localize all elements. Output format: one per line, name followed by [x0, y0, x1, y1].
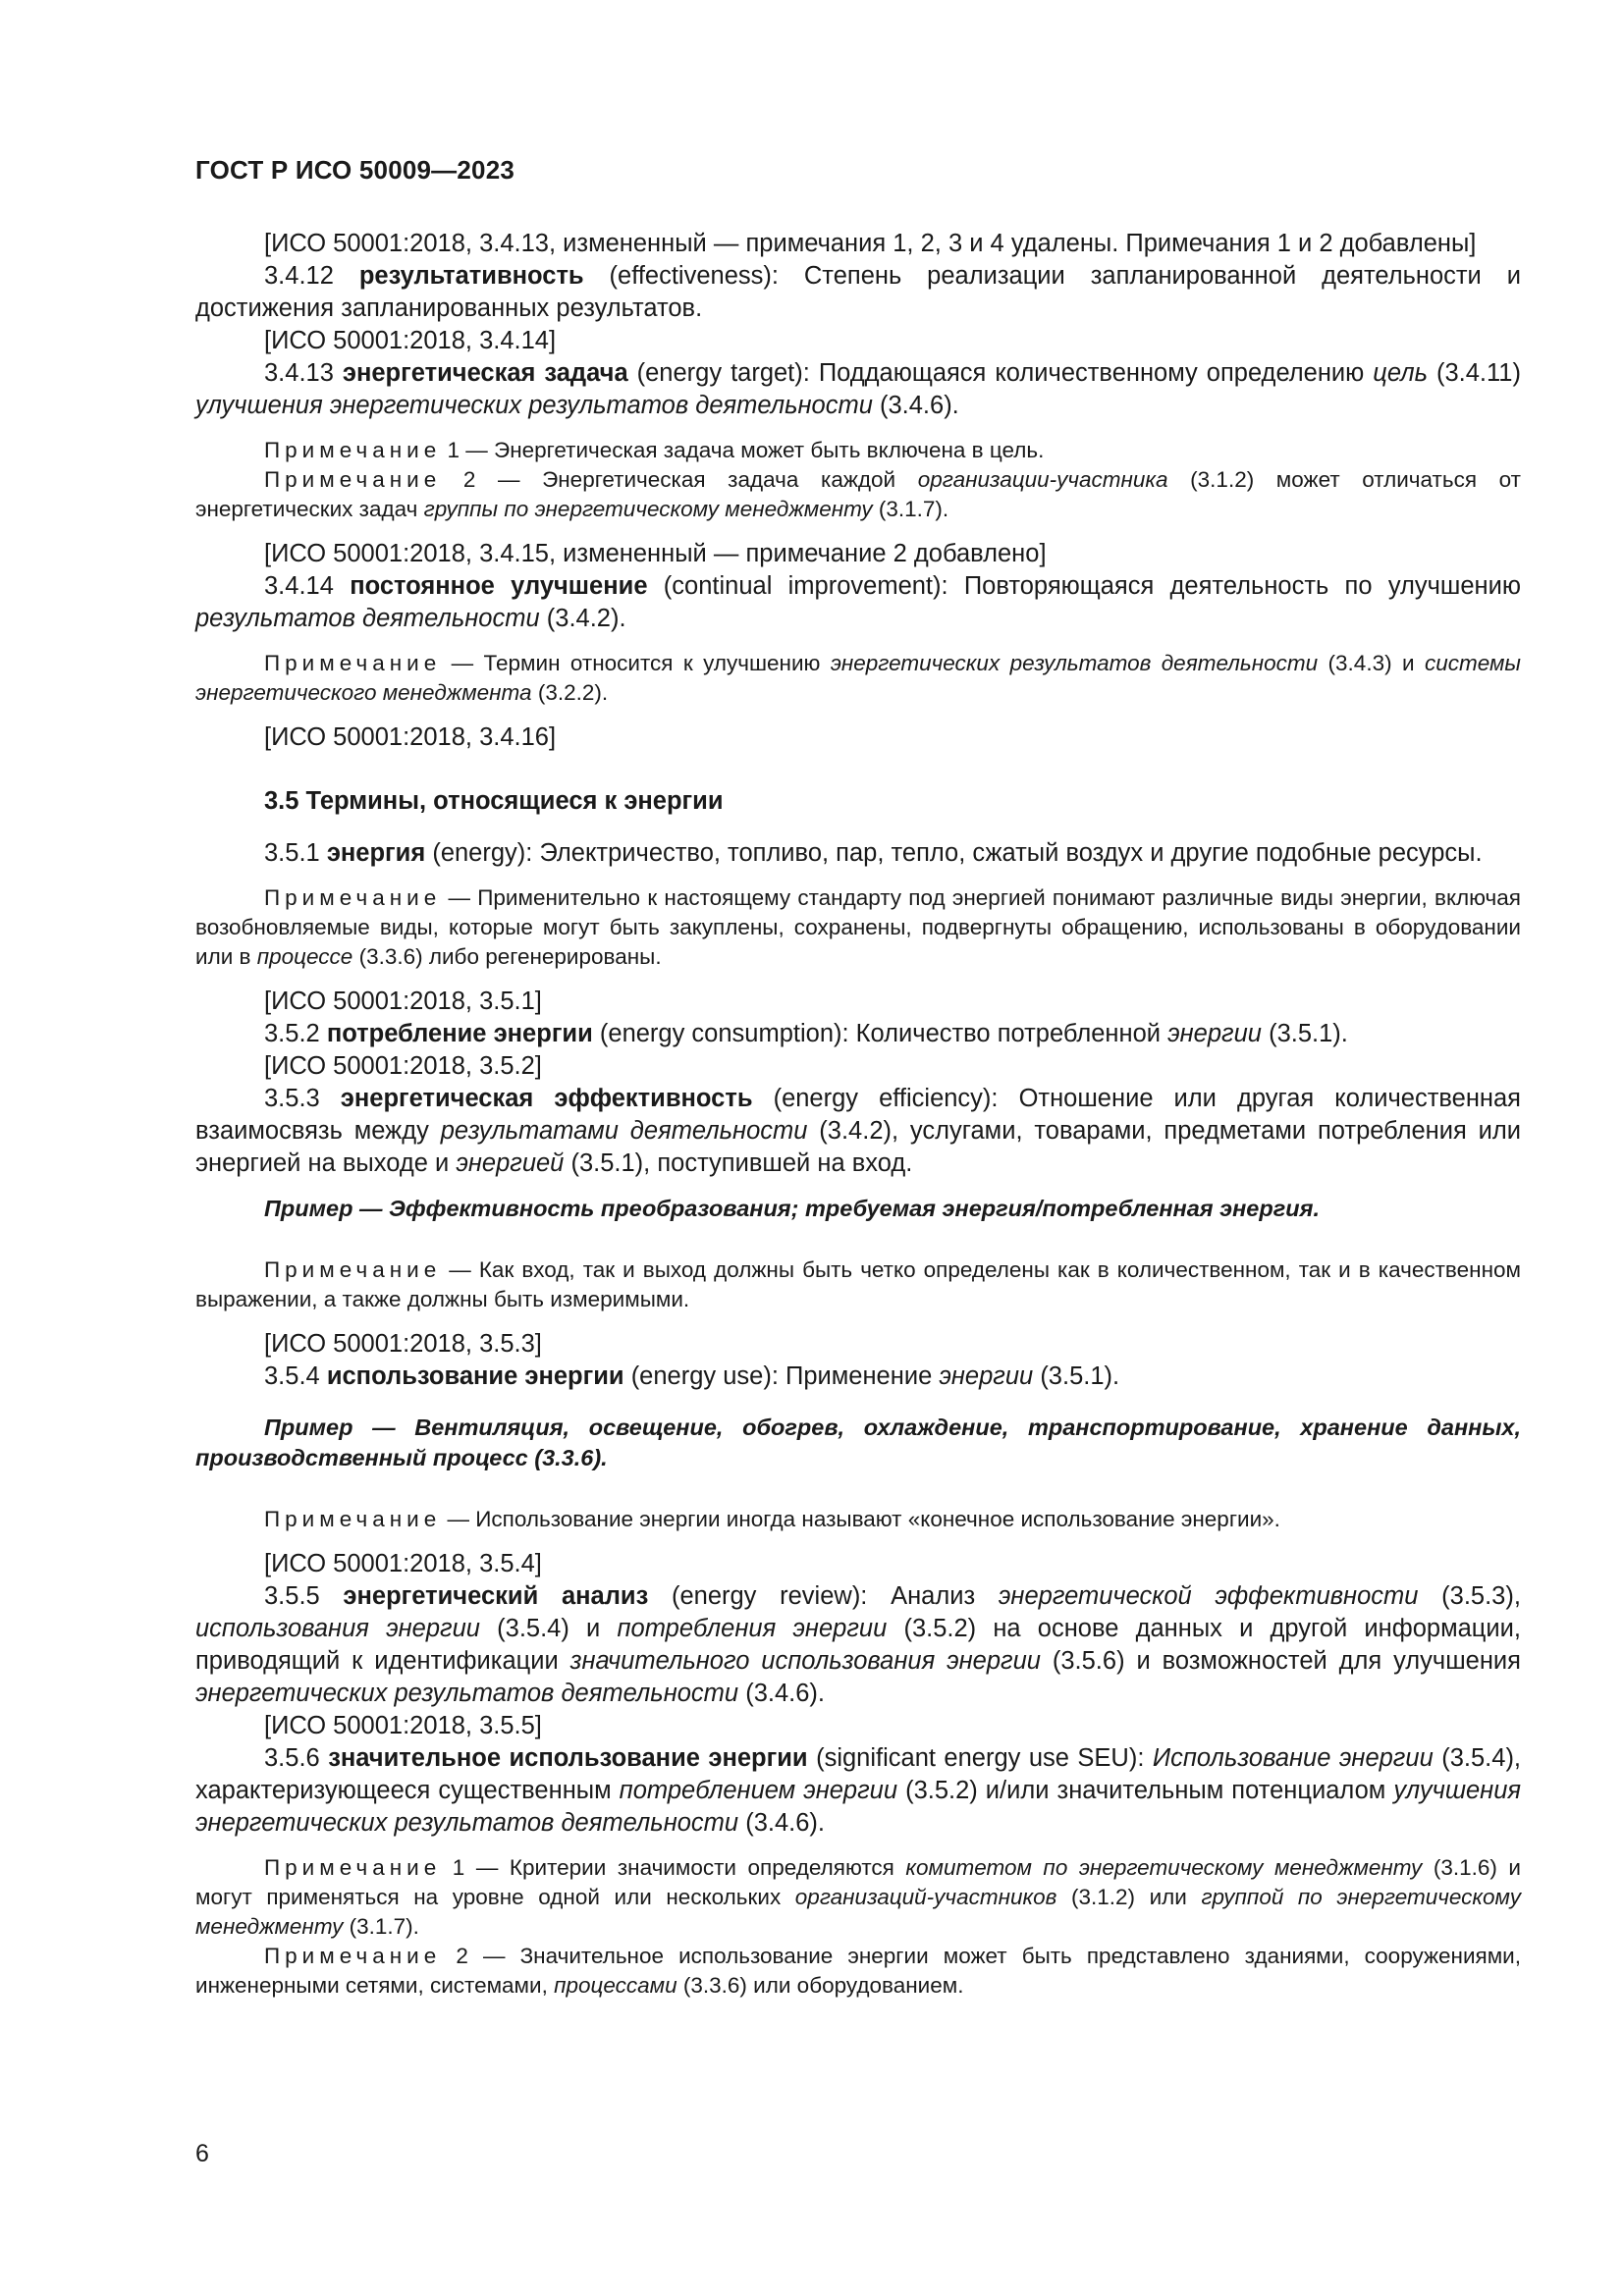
reference-3-5-2: [ИСО 50001:2018, 3.5.2] — [264, 1052, 542, 1080]
term-3-5-1: 3.5.1 энергия (energy): Электричество, топливо, пар, тепло, сжатый воздух и другие подобные ресурсы. — [264, 839, 1483, 867]
note-3-4-14: Примечание — Термин относится к улучшению энергетических результатов деятельности (3.4.3) и системы энергетического менеджмента (3.2.2). — [195, 651, 1521, 705]
reference-3-4-15: [ИСО 50001:2018, 3.4.15, измененный — примечание 2 добавлено] — [264, 540, 1047, 567]
note-3-5-4: Примечание — Использование энергии иногда называют «конечное использование энергии». — [264, 1507, 1280, 1531]
reference-3-4-14: [ИСО 50001:2018, 3.4.14] — [264, 327, 557, 354]
example-3-5-3: Пример — Эффективность преобразования; требуемая энергия/потребленная энергия. — [264, 1196, 1320, 1221]
term-3-5-6: 3.5.6 значительное использование энергии (significant energy use SEU): Использование энергии (3.5.4), характеризующееся существенным потреблением энергии (3.5.2) и/или значительным потенциалом улучшения энергетических результатов деятельности (3.4.6). — [195, 1744, 1522, 1837]
term-3-5-5: 3.5.5 энергетический анализ (energy review): Анализ энергетической эффективности (3.5.3), использования энергии (3.5.4) и потребления энергии (3.5.2) на основе данных и другой информации, приводящий к идентификации значительного использования энергии (3.5.6) и возможностей для улучшения энергетических результатов деятельности (3.4.6). — [195, 1582, 1521, 1707]
note-label: Примечание — [264, 1855, 442, 1880]
note-3-5-6-2: Примечание 2 — Значительное использование энергии может быть представлено зданиями, сооружениями, инженерными сетями, системами, процессами (3.3.6) или оборудованием. — [195, 1944, 1521, 1998]
note-label: Примечание — [264, 1507, 442, 1531]
note-label: Примечание — [264, 1257, 442, 1282]
reference-3-4-13: [ИСО 50001:2018, 3.4.13, измененный — примечания 1, 2, 3 и 4 удалены. Примечания 1 и 2 добавлены] — [264, 230, 1477, 257]
term-3-5-3: 3.5.3 энергетическая эффективность (energy efficiency): Отношение или другая количественная взаимосвязь между результатами деятельности (3.4.2), услугами, товарами, предметами потребления или энергией на выходе и энергией (3.5.1), поступившей на вход. — [195, 1085, 1522, 1177]
note-3-4-13-1: Примечание 1 — Энергетическая задача может быть включена в цель. — [264, 438, 1045, 462]
reference-3-5-3: [ИСО 50001:2018, 3.5.3] — [264, 1330, 542, 1358]
note-label: Примечание — [264, 467, 442, 492]
note-3-5-3: Примечание — Как вход, так и выход должны быть четко определены как в количественном, так и в качественном выражении, а также должны быть измеримыми. — [195, 1257, 1521, 1311]
note-label: Примечание — [264, 1944, 442, 1968]
note-3-5-1: Примечание — Применительно к настоящему стандарту под энергией понимают различные виды энергии, включая возобновляемые виды, которые могут быть закуплены, сохранены, подвергнуты обращению, использованы в оборудовании или в процессе (3.3.6) либо регенерированы. — [195, 885, 1521, 969]
example-3-5-4: Пример — Вентиляция, освещение, обогрев, охлаждение, транспортирование, хранение данных, производственный процесс (3.3.6). — [195, 1415, 1521, 1470]
reference-3-5-5: [ИСО 50001:2018, 3.5.5] — [264, 1712, 542, 1739]
note-label: Примечание — [264, 651, 442, 675]
note-label: Примечание — [264, 438, 442, 462]
term-3-4-12: 3.4.12 результативность (effectiveness): Степень реализации запланированной деятельности и достижения запланированных результатов. — [195, 262, 1521, 322]
term-3-5-4: 3.5.4 использование энергии (energy use): Применение энергии (3.5.1). — [264, 1362, 1120, 1390]
reference-3-5-1: [ИСО 50001:2018, 3.5.1] — [264, 988, 542, 1015]
term-3-4-13: 3.4.13 энергетическая задача (energy target): Поддающаяся количественному определению цель (3.4.11) улучшения энергетических результатов деятельности (3.4.6). — [195, 359, 1521, 419]
note-label: Примечание — [264, 885, 442, 910]
reference-3-4-16: [ИСО 50001:2018, 3.4.16] — [264, 723, 557, 751]
term-3-4-14: 3.4.14 постоянное улучшение (continual improvement): Повторяющаяся деятельность по улучшению результатов деятельности (3.4.2). — [195, 572, 1522, 632]
term-3-5-2: 3.5.2 потребление энергии (energy consumption): Количество потребленной энергии (3.5.1). — [264, 1020, 1348, 1047]
page-number: 6 — [195, 2140, 209, 2167]
section-heading-3-5: 3.5 Термины, относящиеся к энергии — [264, 787, 724, 815]
note-3-5-6-1: Примечание 1 — Критерии значимости определяются комитетом по энергетическому менеджменту (3.1.6) и могут применяться на уровне одной или нескольких организаций-участников (3.1.2) или группой по энергетическому менеджменту (3.1.7). — [195, 1855, 1521, 1939]
reference-3-5-4: [ИСО 50001:2018, 3.5.4] — [264, 1550, 542, 1577]
note-3-4-13-2: Примечание 2 — Энергетическая задача каждой организации-участника (3.1.2) может отличаться от энергетических задач группы по энергетическому менеджменту (3.1.7). — [195, 467, 1521, 521]
document-header: ГОСТ Р ИСО 50009—2023 — [195, 155, 515, 185]
page-content — [195, 228, 1521, 2001]
